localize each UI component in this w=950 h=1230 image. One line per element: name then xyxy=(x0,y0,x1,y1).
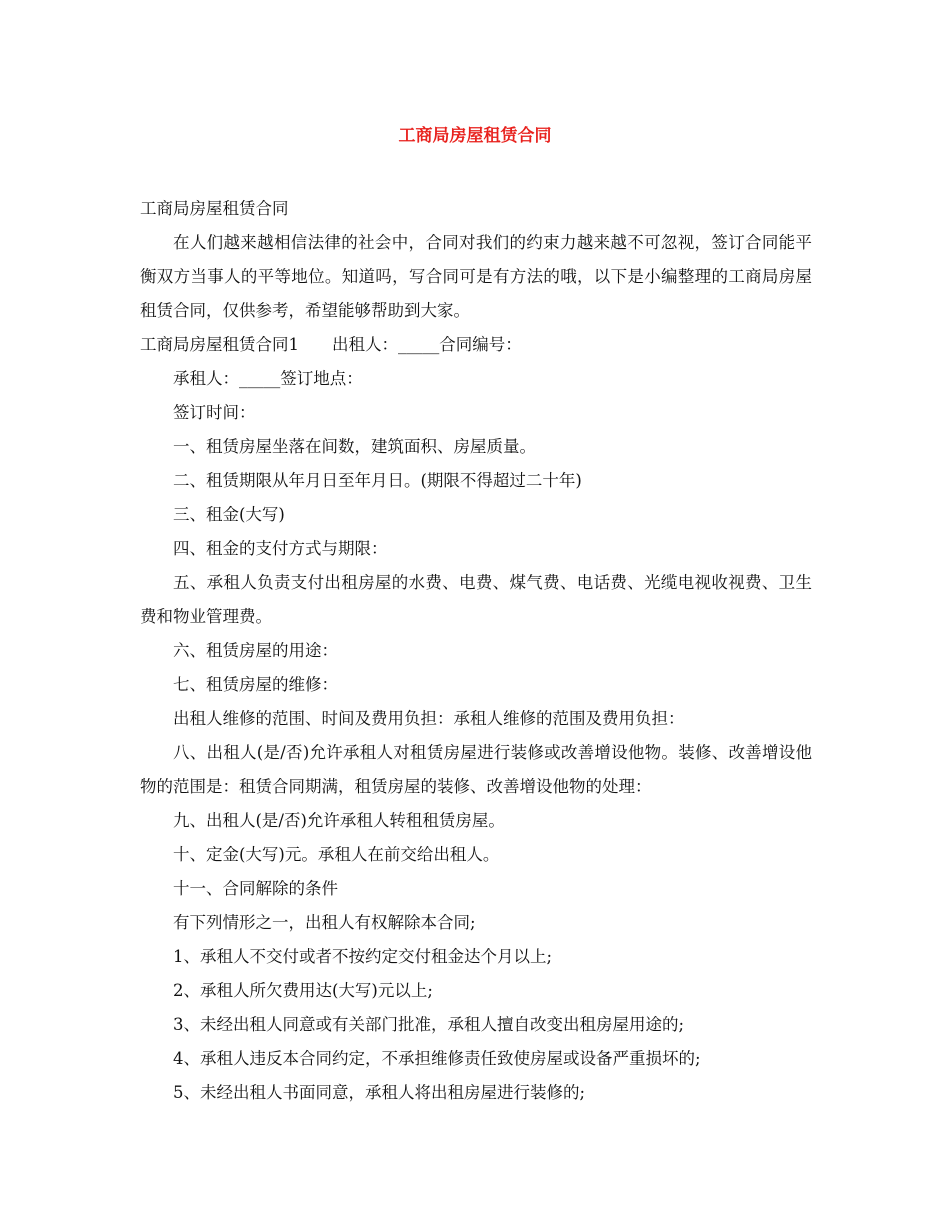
paragraph: 一、租赁房屋坐落在间数，建筑面积、房屋质量。 xyxy=(173,437,536,456)
paragraph: 二、租赁期限从年月日至年月日。(期限不得超过二十年) xyxy=(173,471,582,490)
paragraph: 十一、合同解除的条件 xyxy=(173,879,338,898)
paragraph: 有下列情形之一，出租人有权解除本合同; xyxy=(173,913,476,932)
paragraph: 十、定金(大写)元。承租人在前交给出租人。 xyxy=(173,845,500,864)
paragraph: 六、租赁房屋的用途： xyxy=(173,641,338,660)
paragraph: 3、未经出租人同意或有关部门批准，承租人擅自改变出租房屋用途的; xyxy=(173,1015,685,1034)
paragraph: 工商局房屋租赁合同 xyxy=(140,199,289,218)
paragraph: 八、出租人(是/否)允许承租人对租赁房屋进行装修或改善增设他物。装修、改善增设他物的范围是：租赁合同期满，租赁房屋的装修、改善增设他物的处理： xyxy=(140,743,812,796)
paragraph: 2、承租人所欠费用达(大写)元以上; xyxy=(173,981,433,1000)
paragraph: 五、承租人负责支付出租房屋的水费、电费、煤气费、电话费、光缆电视收视费、卫生费和物业管理费。 xyxy=(140,573,812,626)
document-title: 工商局房屋租赁合同 xyxy=(398,126,552,146)
paragraph: 出租人维修的范围、时间及费用负担：承租人维修的范围及费用负担： xyxy=(173,709,685,728)
paragraph: 工商局房屋租赁合同1 出租人：_____合同编号： xyxy=(140,335,522,354)
paragraph: 签订时间： xyxy=(173,403,256,422)
paragraph: 1、承租人不交付或者不按约定交付租金达个月以上; xyxy=(173,947,553,966)
paragraph: 九、出租人(是/否)允许承租人转租租赁房屋。 xyxy=(173,811,505,830)
paragraph: 四、租金的支付方式与期限： xyxy=(173,539,388,558)
paragraph: 三、租金(大写) xyxy=(173,505,285,524)
paragraph: 在人们越来越相信法律的社会中，合同对我们的约束力越来越不可忽视，签订合同能平衡双方当事人的平等地位。知道吗，写合同可是有方法的哦，以下是小编整理的工商局房屋租赁合同，仅供参考，希望能够帮助到大家。 xyxy=(140,233,812,320)
paragraph: 七、租赁房屋的维修： xyxy=(173,675,338,694)
paragraph: 4、承租人违反本合同约定，不承担维修责任致使房屋或设备严重损坏的; xyxy=(173,1049,701,1068)
document-body xyxy=(140,192,812,1110)
paragraph: 承租人：_____签订地点： xyxy=(173,369,363,388)
paragraph: 5、未经出租人书面同意，承租人将出租房屋进行装修的; xyxy=(173,1083,586,1102)
